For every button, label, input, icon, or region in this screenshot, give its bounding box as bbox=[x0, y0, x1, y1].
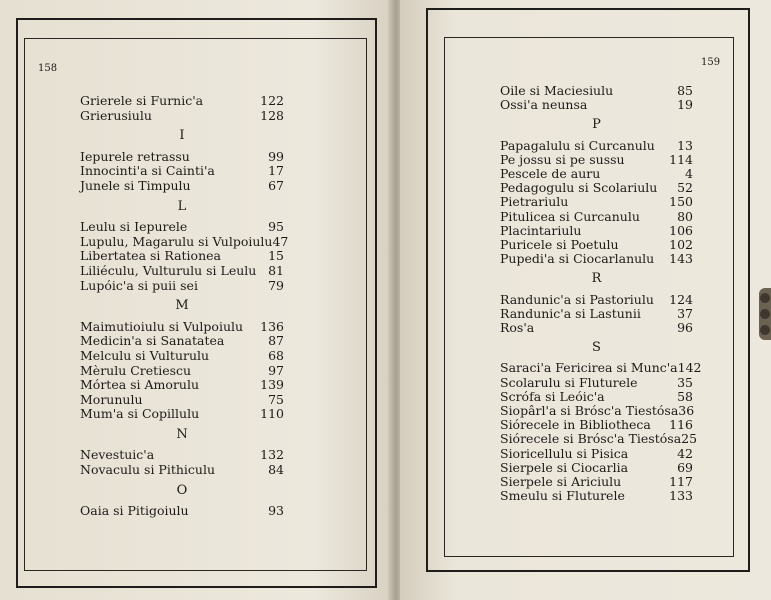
index-entry bbox=[80, 393, 284, 408]
index-entry bbox=[500, 376, 693, 390]
entry-page-number: 4 bbox=[685, 166, 693, 182]
index-entry bbox=[500, 475, 693, 489]
entry-title: Sierpele si Ciocarlia bbox=[500, 459, 629, 475]
entry-page-number: 124 bbox=[669, 291, 693, 307]
section-letter: M bbox=[175, 298, 189, 314]
entry-page-number: 68 bbox=[268, 347, 284, 363]
entry-page-number: 133 bbox=[669, 488, 693, 504]
entry-page-number: 93 bbox=[268, 503, 284, 519]
index-entry bbox=[80, 264, 284, 279]
entry-title: Siopârl'a si Brósc'a Tiestósa bbox=[500, 403, 679, 419]
index-entry bbox=[80, 407, 284, 422]
entry-title: Pescele de auru bbox=[500, 166, 601, 182]
entry-page-number: 116 bbox=[669, 417, 693, 433]
entry-title: Medicin'a si Sanatatea bbox=[80, 333, 225, 349]
index-entry bbox=[80, 164, 284, 179]
entry-title: Siórecele in Bibliotheca bbox=[500, 417, 651, 433]
entry-title: Pitulicea si Curcanulu bbox=[500, 208, 640, 224]
entry-page-number: 79 bbox=[268, 277, 284, 293]
entry-title: Pietrariulu bbox=[500, 194, 569, 210]
index-entry bbox=[80, 504, 284, 519]
entry-title: Oaia si Pitigoiulu bbox=[80, 503, 189, 519]
right-index-column bbox=[500, 83, 702, 504]
entry-title: Grierusiulu bbox=[80, 107, 152, 123]
entry-page-number: 75 bbox=[268, 391, 284, 407]
index-entry bbox=[500, 238, 693, 252]
entry-title: Mèrulu Cretiescu bbox=[80, 362, 192, 378]
index-entry bbox=[500, 321, 693, 335]
index-entry bbox=[500, 181, 693, 195]
entry-page-number: 47 bbox=[272, 233, 289, 249]
entry-page-number: 87 bbox=[268, 333, 284, 349]
index-entry bbox=[80, 279, 284, 294]
entry-title: Pedagogulu si Scolariulu bbox=[500, 180, 658, 196]
entry-title: Nevestuic'a bbox=[80, 447, 155, 463]
index-entry bbox=[80, 233, 289, 250]
section-letter: O bbox=[176, 482, 188, 498]
index-entry bbox=[80, 249, 284, 264]
entry-page-number: 13 bbox=[677, 137, 693, 153]
entry-page-number: 15 bbox=[268, 248, 284, 264]
entry-page-number: 114 bbox=[669, 151, 693, 167]
index-entry bbox=[500, 210, 693, 224]
entry-page-number: 69 bbox=[677, 459, 693, 475]
index-entry bbox=[80, 220, 284, 235]
index-entry bbox=[500, 224, 693, 238]
entry-title: Pupedi'a si Ciocarlanulu bbox=[500, 251, 655, 267]
entry-page-number: 81 bbox=[268, 262, 284, 278]
entry-title: Lupulu, Magarulu si Vulpoiulu bbox=[80, 233, 273, 249]
entry-page-number: 36 bbox=[678, 403, 695, 419]
section-letter: I bbox=[179, 128, 185, 144]
entry-title: Morunulu bbox=[80, 391, 143, 407]
entry-page-number: 58 bbox=[677, 388, 693, 404]
entry-title: Ros'a bbox=[500, 320, 535, 336]
entry-title: Pe jossu si pe sussu bbox=[500, 151, 625, 167]
entry-page-number: 96 bbox=[677, 320, 693, 336]
entry-title: Randunic'a si Lastunii bbox=[500, 305, 641, 321]
entry-title: Papagalulu si Curcanulu bbox=[500, 137, 655, 153]
entry-title: Lupóic'a si puii sei bbox=[80, 277, 198, 293]
index-entry bbox=[80, 320, 284, 335]
entry-title: Junele si Timpulu bbox=[80, 177, 191, 193]
index-entry bbox=[80, 378, 284, 393]
index-entry bbox=[80, 150, 284, 165]
index-entry bbox=[80, 448, 284, 463]
entry-page-number: 84 bbox=[268, 462, 284, 478]
entry-page-number: 85 bbox=[677, 83, 693, 98]
entry-title: Scrófa si Leóic'a bbox=[500, 388, 605, 404]
entry-title: Iepurele retrassu bbox=[80, 148, 190, 164]
index-entry bbox=[500, 431, 698, 447]
entry-page-number: 139 bbox=[260, 377, 284, 393]
entry-title: Randunic'a si Pastoriulu bbox=[500, 291, 654, 307]
entry-title: Sioricellulu si Pisica bbox=[500, 445, 629, 461]
index-entry bbox=[500, 195, 693, 209]
index-entry bbox=[80, 179, 284, 194]
index-entry bbox=[500, 447, 693, 461]
entry-title: Saraci'a Fericirea si Munc'a bbox=[500, 360, 678, 376]
entry-page-number: 102 bbox=[669, 237, 693, 253]
index-entry bbox=[80, 364, 284, 379]
entry-page-number: 132 bbox=[260, 447, 284, 463]
section-letter: N bbox=[176, 426, 188, 442]
left-page-number: 158 bbox=[38, 63, 58, 74]
entry-page-number: 67 bbox=[268, 177, 284, 193]
entry-page-number: 150 bbox=[669, 194, 693, 210]
index-entry bbox=[80, 94, 284, 109]
index-entry bbox=[500, 390, 693, 404]
index-entry bbox=[500, 293, 693, 307]
left-index-column bbox=[80, 93, 289, 519]
index-entry bbox=[80, 334, 284, 349]
entry-page-number: 122 bbox=[260, 93, 284, 108]
entry-title: Smeulu si Fluturele bbox=[500, 488, 625, 504]
entry-page-number: 52 bbox=[677, 180, 693, 196]
entry-page-number: 97 bbox=[268, 362, 284, 378]
index-entry bbox=[500, 360, 702, 376]
entry-title: Melculu si Vulturulu bbox=[80, 347, 210, 363]
entry-page-number: 42 bbox=[677, 445, 693, 461]
index-entry bbox=[80, 109, 284, 124]
entry-title: Leulu si Iepurele bbox=[80, 219, 188, 235]
entry-page-number: 128 bbox=[260, 107, 284, 123]
entry-title: Liliéculu, Vulturulu si Leulu bbox=[80, 262, 257, 278]
index-entry bbox=[500, 461, 693, 475]
entry-page-number: 19 bbox=[677, 97, 693, 113]
entry-title: Libertatea si Rationea bbox=[80, 248, 221, 264]
entry-page-number: 25 bbox=[681, 431, 698, 447]
index-entry bbox=[500, 489, 693, 503]
entry-title: Mórtea si Amorulu bbox=[80, 377, 200, 393]
entry-title: Maimutioiulu si Vulpoiulu bbox=[80, 318, 244, 334]
index-entry bbox=[500, 153, 693, 167]
section-letter: L bbox=[177, 198, 187, 214]
entry-page-number: 99 bbox=[268, 148, 284, 164]
right-page bbox=[400, 0, 771, 600]
index-entry bbox=[500, 139, 693, 153]
entry-page-number: 110 bbox=[260, 406, 284, 422]
entry-title: Scolarulu si Fluturele bbox=[500, 374, 638, 390]
book-clasp bbox=[759, 288, 771, 340]
entry-title: Placintariulu bbox=[500, 222, 582, 238]
index-entry bbox=[500, 98, 693, 112]
entry-title: Siórecele si Brósc'a Tiestósa bbox=[500, 431, 682, 447]
entry-page-number: 142 bbox=[677, 360, 702, 376]
section-letter: P bbox=[592, 117, 601, 133]
entry-page-number: 117 bbox=[669, 474, 693, 490]
entry-page-number: 95 bbox=[268, 219, 284, 235]
entry-page-number: 35 bbox=[677, 374, 693, 390]
index-entry bbox=[500, 84, 693, 98]
entry-title: Novaculu si Pithiculu bbox=[80, 462, 216, 478]
entry-title: Grierele si Furnic'a bbox=[80, 93, 204, 108]
section-letter: S bbox=[592, 340, 601, 356]
entry-page-number: 17 bbox=[268, 163, 284, 179]
index-entry bbox=[500, 307, 693, 321]
entry-title: Oile si Maciesiulu bbox=[500, 83, 614, 98]
entry-title: Innocinti'a si Cainti'a bbox=[80, 163, 215, 179]
entry-page-number: 136 bbox=[260, 318, 284, 334]
entry-title: Puricele si Poetulu bbox=[500, 237, 619, 253]
index-entry bbox=[80, 349, 284, 364]
entry-title: Ossi'a neunsa bbox=[500, 97, 588, 113]
entry-page-number: 106 bbox=[669, 222, 693, 238]
right-page-number: 159 bbox=[701, 57, 721, 68]
entry-title: Sierpele si Ariciulu bbox=[500, 474, 622, 490]
entry-page-number: 143 bbox=[669, 251, 693, 267]
section-letter: R bbox=[591, 271, 602, 287]
index-entry bbox=[500, 252, 693, 266]
index-entry bbox=[500, 167, 693, 181]
index-entry bbox=[500, 404, 693, 418]
entry-page-number: 80 bbox=[677, 208, 693, 224]
entry-page-number: 37 bbox=[677, 305, 693, 321]
index-entry bbox=[80, 463, 284, 478]
entry-title: Mum'a si Copillulu bbox=[80, 406, 200, 422]
index-entry bbox=[500, 418, 693, 432]
